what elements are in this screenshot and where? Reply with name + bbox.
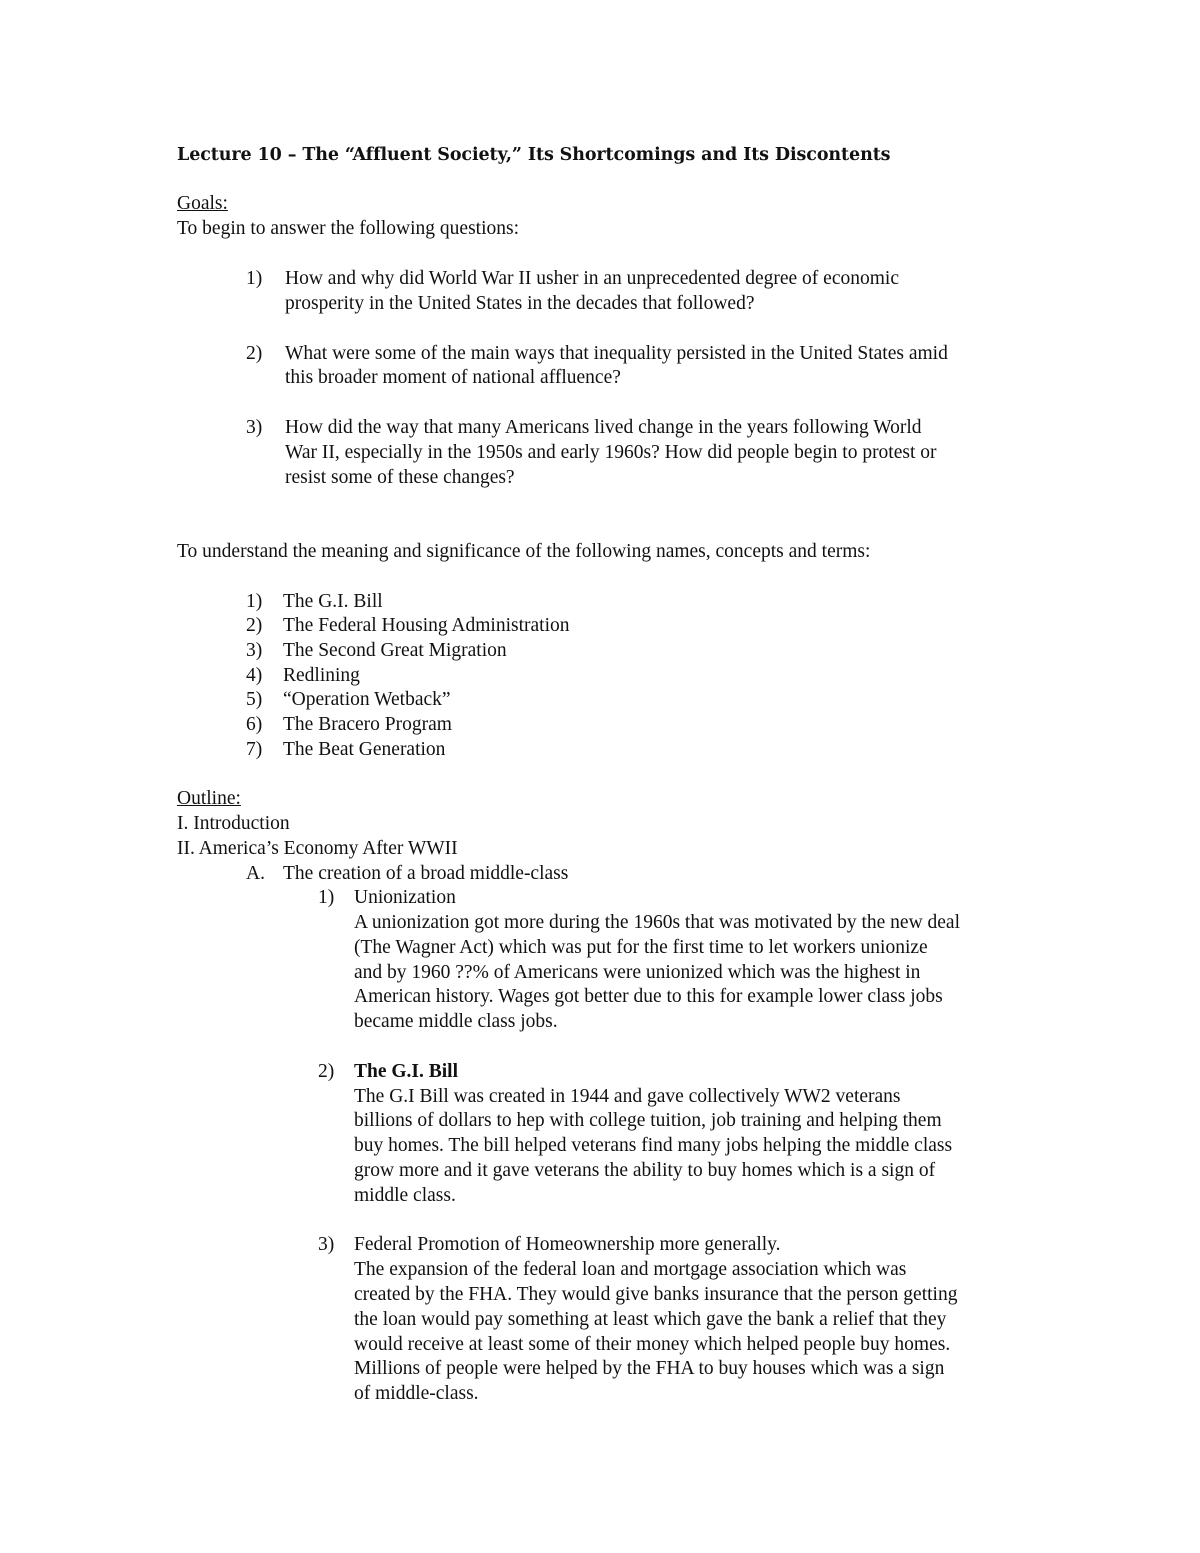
term-number: 1) (246, 591, 263, 612)
outline-subsection-marker: A. (246, 863, 265, 884)
term-text: Redlining (283, 665, 360, 686)
term-number: 7) (246, 739, 263, 760)
point-body-line: A unionization got more during the 1960s that was motivated by the new deal (354, 912, 961, 933)
question-line: resist some of these changes? (285, 467, 515, 488)
point-number: 3) (318, 1234, 335, 1255)
outline-subsection-label: The creation of a broad middle-class (283, 863, 569, 884)
point-body-line: American history. Wages got better due to this for example lower class jobs (354, 986, 943, 1007)
question-line: War II, especially in the 1950s and early 1960s? How did people begin to protest or (285, 442, 937, 463)
point-body-line: The G.I Bill was created in 1944 and gave collectively WW2 veterans (354, 1086, 901, 1107)
point-body-line: billions of dollars to hep with college tuition, job training and helping them (354, 1110, 942, 1131)
term-number: 4) (246, 665, 263, 686)
term-text: The Second Great Migration (283, 640, 507, 661)
point-body-line: grow more and it gave veterans the ability to buy homes which is a sign of (354, 1160, 936, 1181)
term-text: The Bracero Program (283, 714, 452, 735)
point-body-line: and by 1960 ??% of Americans were unionized which was the highest in (354, 962, 921, 983)
term-text: The Beat Generation (283, 739, 446, 760)
outline-section: I. Introduction (177, 813, 290, 834)
point-body-line: (The Wagner Act) which was put for the first time to let workers unionize (354, 937, 928, 958)
point-body-line: of middle-class. (354, 1383, 479, 1404)
point-body-line: Millions of people were helped by the FHA to buy houses which was a sign (354, 1358, 945, 1379)
point-body-line: would receive at least some of their money which helped people buy homes. (354, 1334, 951, 1355)
outline-section: II. America’s Economy After WWII (177, 838, 458, 859)
term-number: 6) (246, 714, 263, 735)
outline-heading: Outline: (177, 788, 241, 809)
question-number: 2) (246, 343, 263, 364)
terms-intro: To understand the meaning and significance of the following names, concepts and terms: (177, 541, 871, 562)
question-number: 1) (246, 268, 263, 289)
point-title: Federal Promotion of Homeownership more generally. (354, 1234, 781, 1255)
term-text: The Federal Housing Administration (283, 615, 570, 636)
question-line: How and why did World War II usher in an unprecedented degree of economic (285, 268, 899, 289)
point-number: 2) (318, 1061, 335, 1082)
term-number: 5) (246, 689, 263, 710)
point-body-line: The expansion of the federal loan and mortgage association which was (354, 1259, 907, 1280)
point-body-line: created by the FHA. They would give banks insurance that the person getting (354, 1284, 958, 1305)
question-line: How did the way that many Americans lived change in the years following World (285, 417, 922, 438)
term-text: “Operation Wetback” (283, 689, 451, 710)
term-number: 3) (246, 640, 263, 661)
term-text: The G.I. Bill (283, 591, 383, 612)
point-number: 1) (318, 887, 335, 908)
question-line: prosperity in the United States in the decades that followed? (285, 293, 755, 314)
term-number: 2) (246, 615, 263, 636)
question-line: this broader moment of national affluence? (285, 367, 621, 388)
goals-heading: Goals: (177, 193, 228, 214)
point-body-line: buy homes. The bill helped veterans find many jobs helping the middle class (354, 1135, 953, 1156)
point-body-line: the loan would pay something at least which gave the bank a relief that they (354, 1309, 947, 1330)
point-body-line: middle class. (354, 1185, 456, 1206)
lecture-title: Lecture 10 – The “Affluent Society,” Its Shortcomings and Its Discontents (177, 145, 891, 165)
goals-intro: To begin to answer the following questions: (177, 218, 520, 239)
question-line: What were some of the main ways that inequality persisted in the United States amid (285, 343, 948, 364)
point-title: Unionization (354, 887, 456, 908)
point-title: The G.I. Bill (354, 1061, 459, 1082)
point-body-line: became middle class jobs. (354, 1011, 558, 1032)
question-number: 3) (246, 417, 263, 438)
